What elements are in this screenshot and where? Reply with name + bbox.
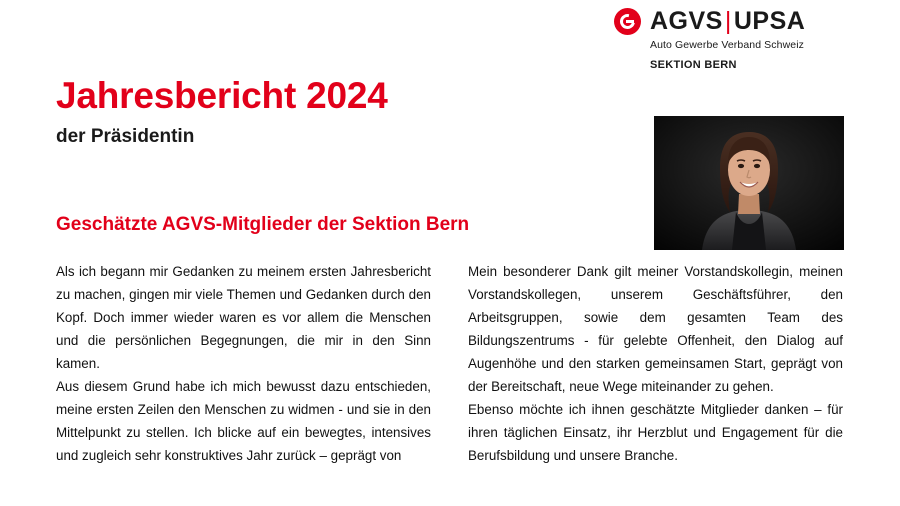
agvs-circle-logo-icon bbox=[614, 8, 641, 35]
paragraph: Ebenso möchte ich ihnen geschätzte Mitglieder danken – für ihren täglichen Einsatz, ihr Herzblut und Engagement für die Berufsbildung und unsere Branche. bbox=[468, 402, 843, 464]
page-title: Jahresbericht 2024 bbox=[56, 75, 388, 116]
logo-tagline: Auto Gewerbe Verband Schweiz bbox=[650, 39, 804, 51]
paragraph: Als ich begann mir Gedanken zu meinem ersten Jahresbericht zu machen, gingen mir viele Themen und Gedanken durch den Kopf. Doch immer wieder waren es vor allem die Menschen und die persönlichen Begegnungen, die mir in den Sinn kamen. bbox=[56, 264, 431, 372]
logo-section-label: SEKTION BERN bbox=[650, 59, 737, 71]
logo-wordmark-divider: | bbox=[724, 7, 732, 35]
page-subtitle: der Präsidentin bbox=[56, 126, 195, 147]
paragraph: Aus diesem Grund habe ich mich bewusst dazu entschieden, meine ersten Zeilen den Menschen zu widmen - und sie in den Mittelpunkt zu stellen. Ich blicke auf ein bewegtes, intensives und zugleich sehr konstruktives Jahr zurück – geprägt von bbox=[56, 379, 431, 464]
portrait-photo bbox=[654, 116, 844, 250]
logo-block bbox=[614, 8, 844, 71]
logo-row bbox=[614, 8, 844, 35]
portrait-image bbox=[654, 116, 844, 250]
logo-wordmark-right: UPSA bbox=[733, 7, 806, 35]
logo-wordmark-left: AGVS bbox=[650, 7, 723, 35]
logo-wordmark bbox=[650, 9, 805, 34]
section-heading-salutation: Geschätzte AGVS-Mitglieder der Sektion Bern bbox=[56, 214, 470, 235]
column-right bbox=[468, 260, 843, 467]
column-left bbox=[56, 260, 431, 467]
paragraph: Mein besonderer Dank gilt meiner Vorstandskollegin, meinen Vorstandskollegen, unserem Geschäftsführer, den Arbeitsgruppen, sowie dem gesamten Team des Bildungszentrums - für gelebte Offenheit, den Dialog auf Augenhöhe und den starken gemeinsamen Start, geprägt von der Bereitschaft, neue Wege miteinander zu gehen. bbox=[468, 264, 843, 395]
body-columns bbox=[56, 260, 844, 467]
